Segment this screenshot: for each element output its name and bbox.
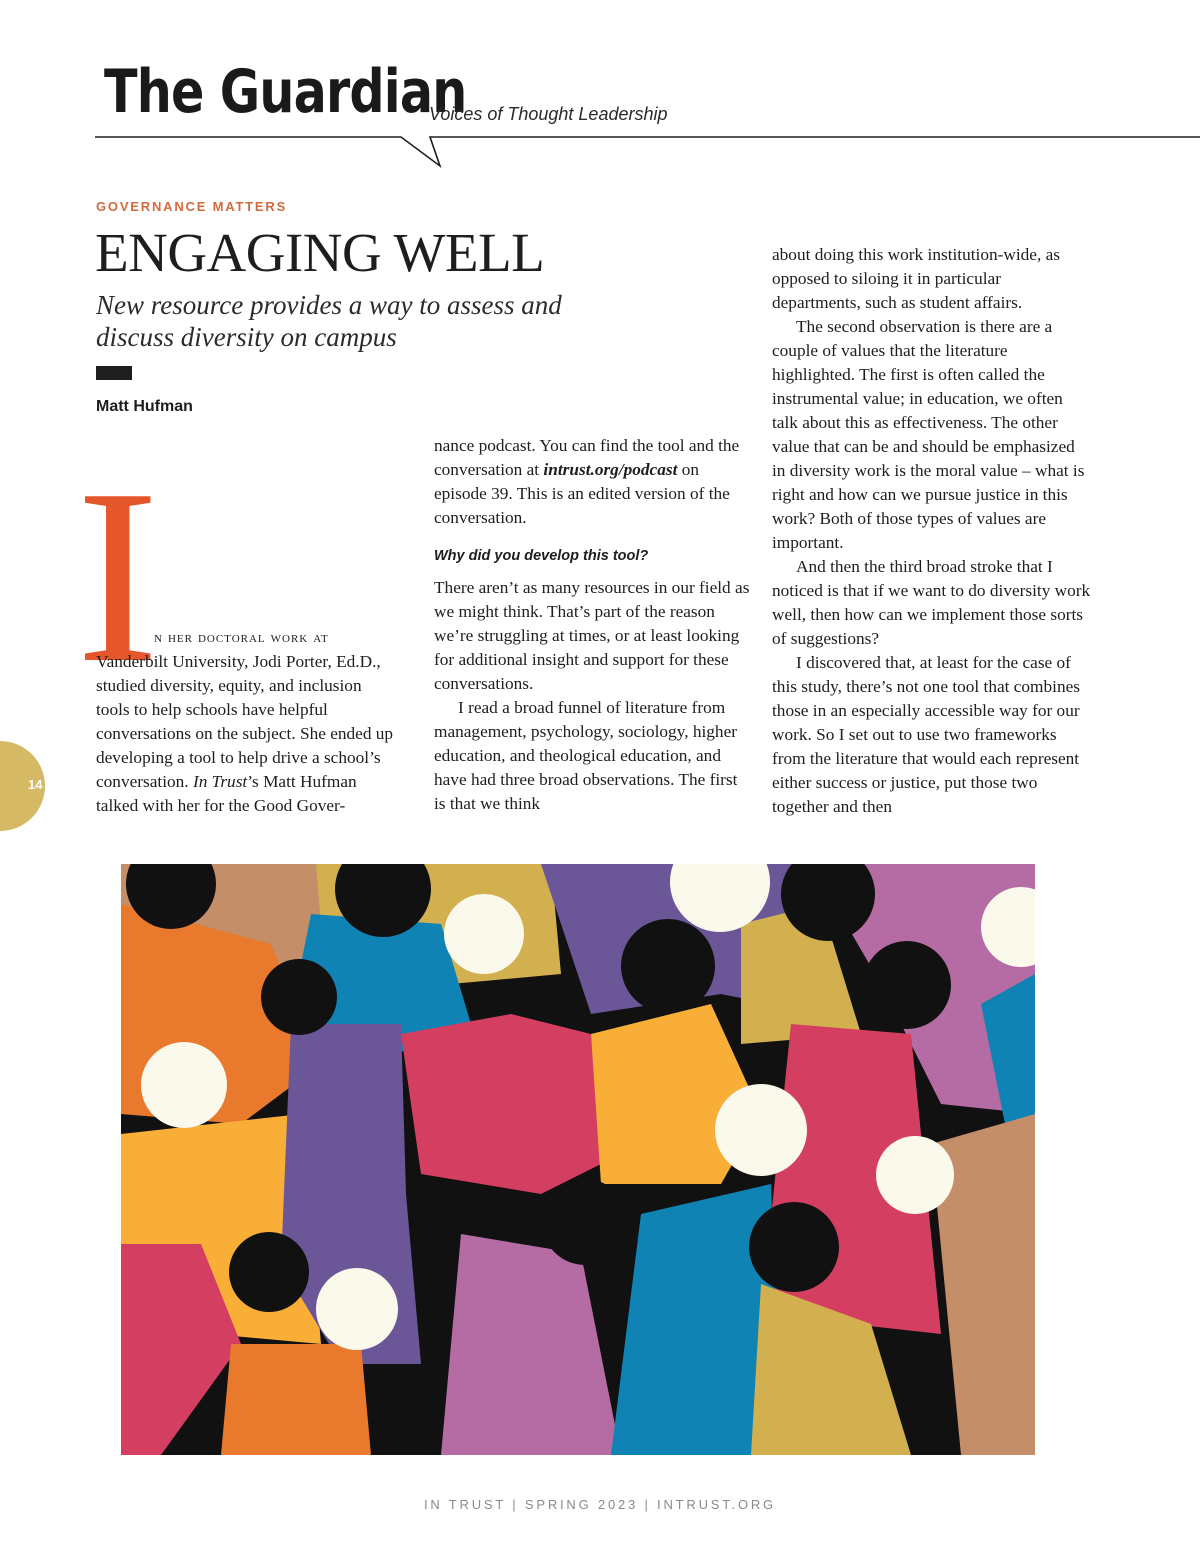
drop-cap: I [76,438,160,715]
column-1-text-b: ’s Matt Hufman talked with her for the Good Gover- [96,772,357,815]
masthead-rule [0,0,1200,180]
column-1-text-a: Vanderbilt University, Jodi Porter, Ed.D., studied diversity, equity, and inclusion tools to help schools have helpful conversations on the subject. She ended up developing a tool to help drive a school’s conversation. [96,652,394,791]
column-3-paragraph-2: The second observation is there are a couple of values that the literature highlighted. The first is often called the instrumental value; in education, we often talk about this as effectiveness. The other value that can be and should be emphasized in diversity work is the moral value – what is right and how can we pursue justice in this work? Both of those types of values are important. [772,317,1085,552]
article-column-2 [434,434,752,816]
section-kicker: GOVERNANCE MATTERS [96,199,288,214]
footer-publication-info: IN TRUST | SPRING 2023 | INTRUST.ORG [424,1497,776,1512]
column-2-paragraph-2: There aren’t as many resources in our field as we might think. That’s part of the reason we’re struggling at times, or at least looking for additional insight and support for these conversations. [434,578,750,693]
column-3-paragraph-4: I discovered that, at least for the case of this study, there’s not one tool that combines those in an especially accessible way for our work. So I set out to use two frameworks from the literature that would each represent either success or justice, put those two together and then [772,653,1080,816]
article-title: ENGAGING WELL [95,222,545,283]
column-2-paragraph-3: I read a broad funnel of literature from management, psychology, sociology, higher education, and theological education, and have had three broad observations. The first is that we think [434,698,738,813]
article-column-3 [772,243,1092,819]
podcast-link[interactable]: intrust.org/podcast [543,460,678,479]
column-3-paragraph-3: And then the third broad stroke that I noticed is that if we want to do diversity work well, then how can we implement those sorts of suggestions? [772,557,1091,648]
page-number: 14 [28,777,43,792]
abstract-people-illustration [121,864,1035,1455]
illustration-svg [121,864,1035,1455]
publication-name: In Trust [192,772,248,791]
byline: Matt Hufman [96,398,193,415]
byline-bar [96,366,132,380]
article-column-1 [96,625,396,818]
masthead-tagline: Voices of Thought Leadership [429,104,668,124]
article-subtitle: New resource provides a way to assess and discuss diversity on campus [96,290,562,352]
column-2-text-a: nance podcast. You can find the tool and the conversation at [434,436,740,479]
interview-question: Why did you develop this tool? [434,548,649,564]
column-2-text-b: on episode 39. This is an edited version of the conversation. [434,460,730,527]
lead-small-caps: n her doctoral work at [154,629,329,646]
masthead-title: The Guardian [104,57,467,127]
column-3-paragraph-1: about doing this work institution-wide, as opposed to siloing it in particular departments, such as student affairs. [772,245,1061,312]
